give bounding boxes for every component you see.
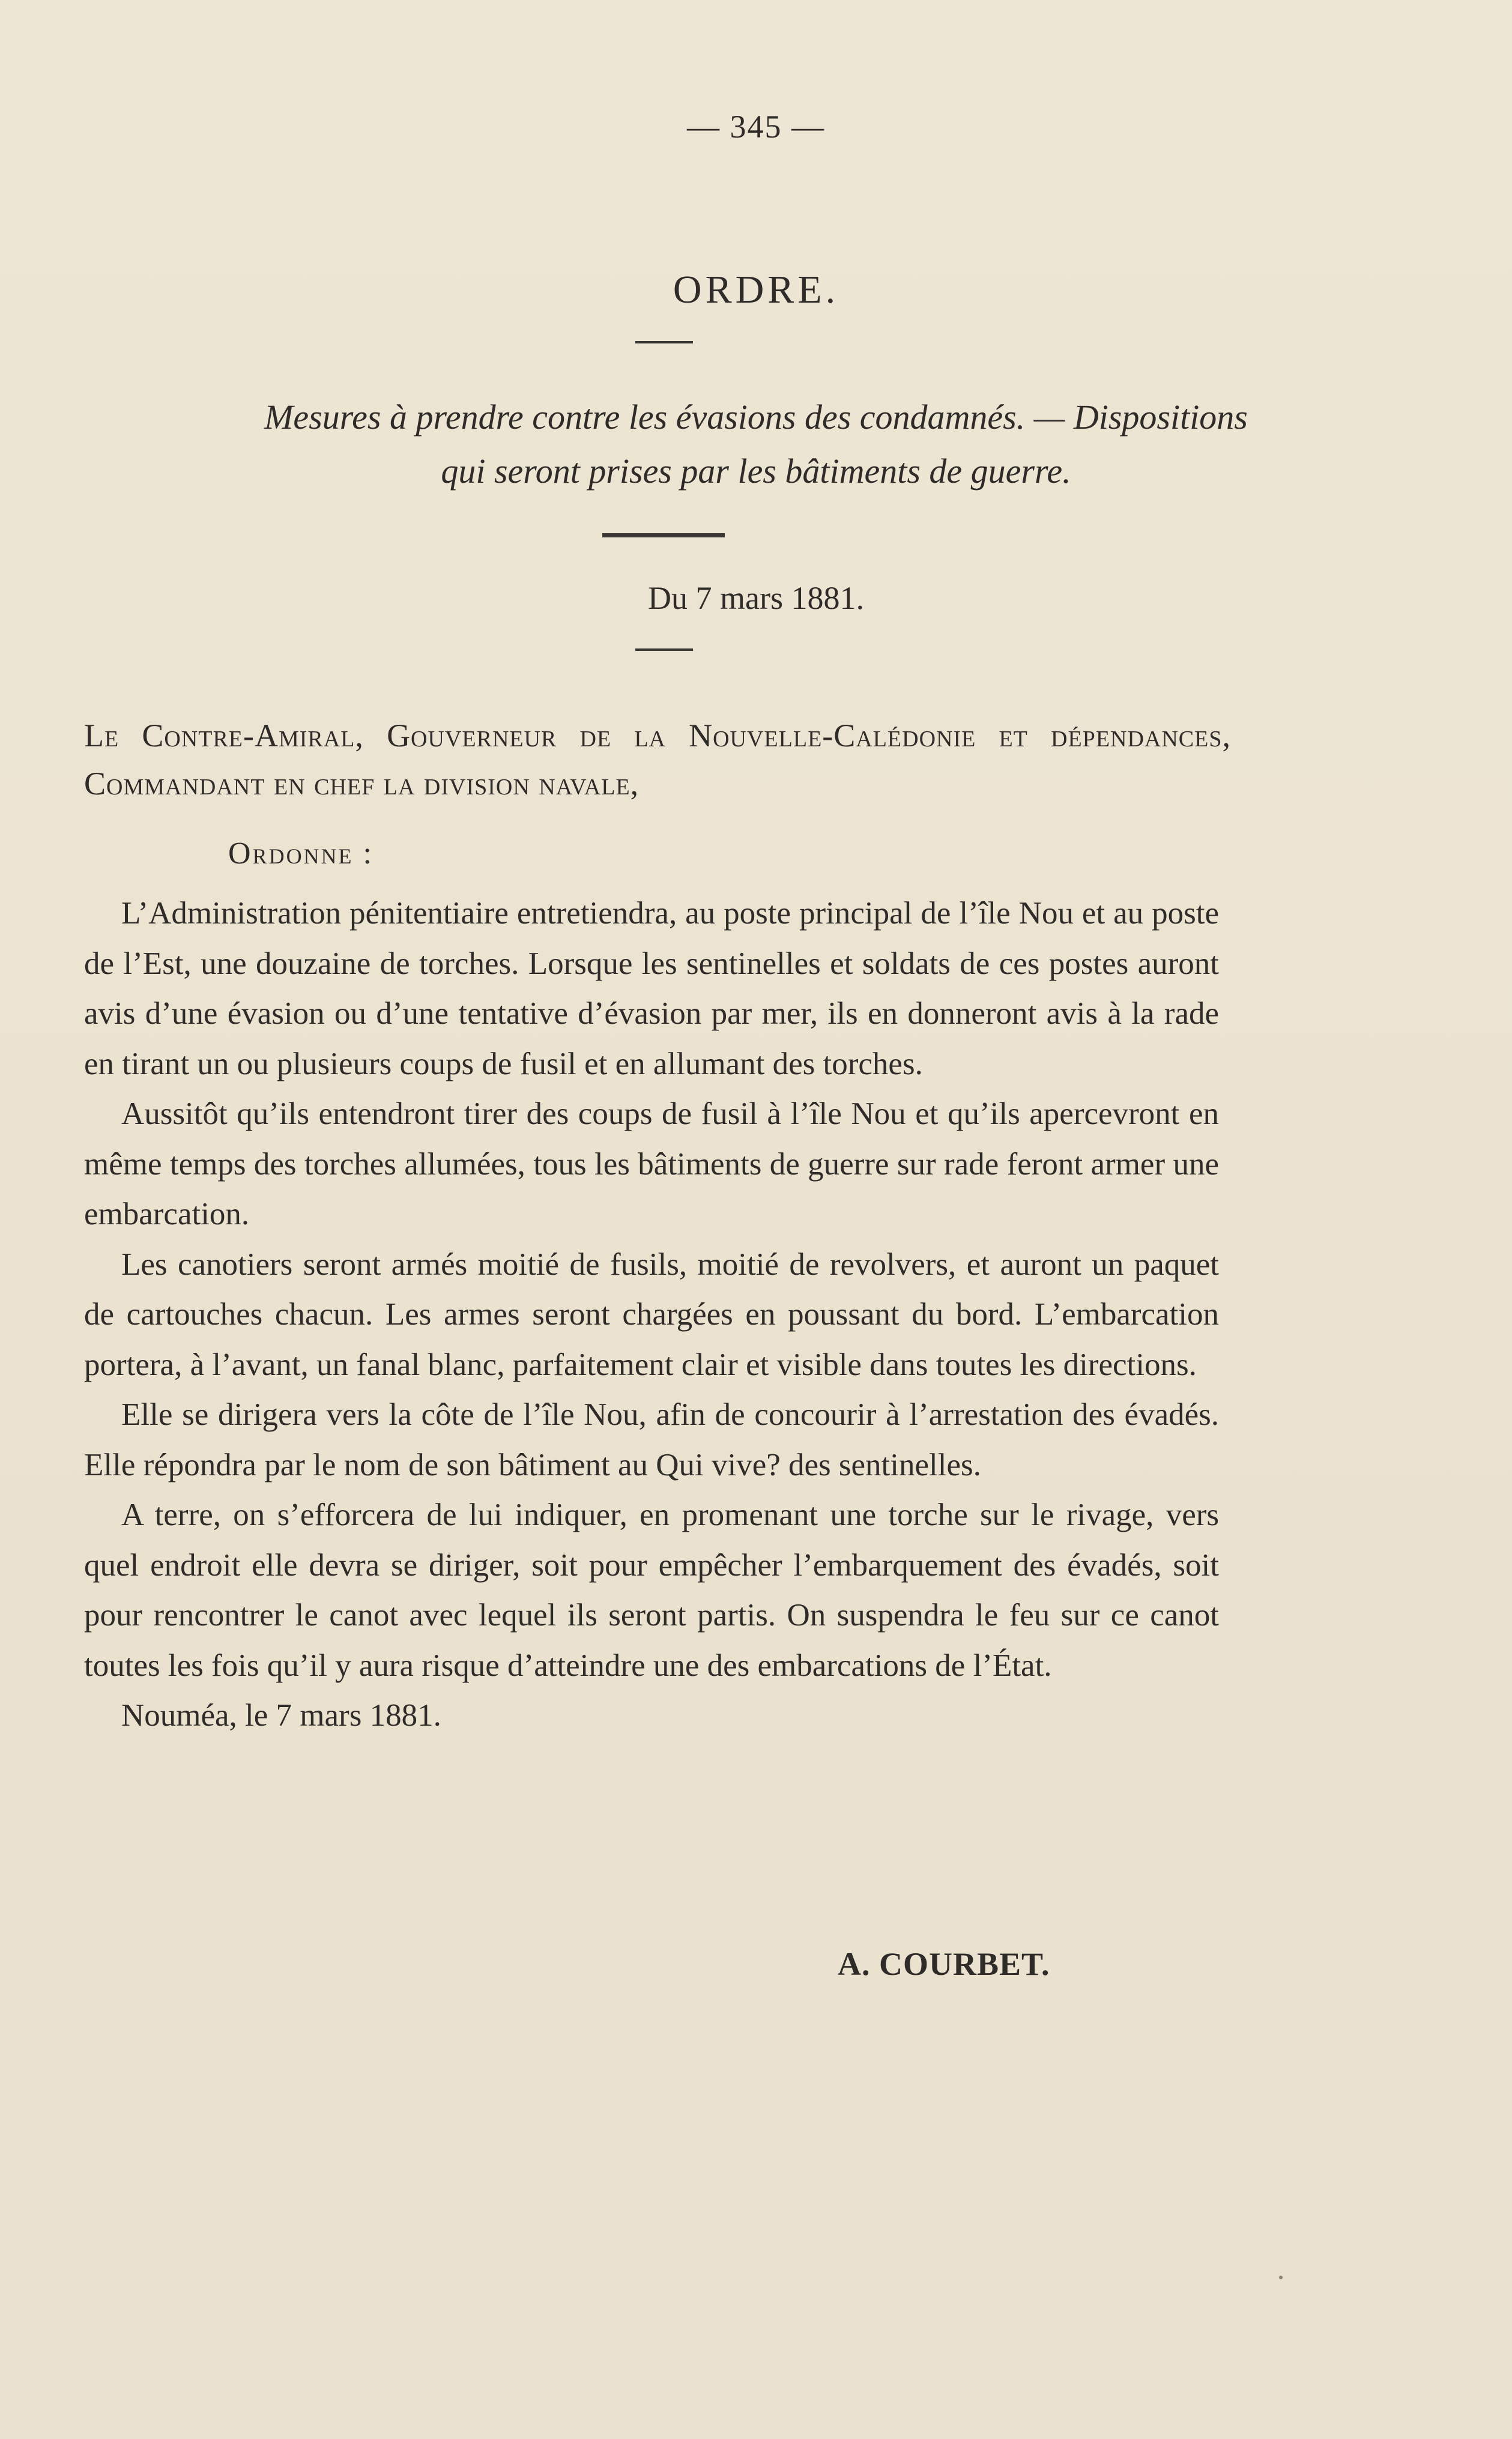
document-date: Du 7 mars 1881. [648,580,864,616]
subtitle-line-2: qui seront prises par les bâtiments de guerre. [441,452,1071,491]
place-date-line: Nouméa, le 7 mars 1881. [121,1698,441,1733]
paragraph: Les canotiers seront armés moitié de fusils, moitié de revolvers, et auront un paquet de cartouches chacun. Les armes seront chargées en poussant du bord. L’embarcation portera, à l’avant, un fanal blanc, parfaitement clair et visible dans toutes les directions. [84,1247,1219,1382]
paper-speck [1279,2276,1283,2279]
subtitle-divider [602,533,725,537]
page-number: — 345 — [687,109,825,145]
paragraph: A terre, on s’efforcera de lui indiquer, en promenant une torche sur le rivage, vers quel endroit elle devra se diriger, soit pour empêcher l’embarquement des évadés, soit pour rencontrer le canot avec lequel ils seront partis. On suspendra le feu sur ce canot toutes les fois qu’il y aura risque d’atteindre une des embarcations de l’État. [84,1498,1219,1683]
paragraph: Elle se dirigera vers la côte de l’île Nou, afin de concourir à l’arrestation des évadés. Elle répondra par le nom de son bâtiment au Qui vive? des sentinelles. [84,1397,1219,1482]
title-divider [635,341,693,343]
ordonne-heading: Ordonne : [228,836,373,871]
page-title: ORDRE. [673,268,839,312]
date-divider [635,648,693,651]
subtitle-line-1: Mesures à prendre contre les évasions des condamnés. — Dispositions [264,397,1248,437]
document-subtitle [108,390,1404,498]
signature: A. COURBET. [838,1946,1050,1982]
issuing-authority: Le Contre-Amiral, Gouverneur de la Nouvelle-Calédonie et dépendances, Commandant en chef la division navale, [84,718,1231,802]
paragraph: Aussitôt qu’ils entendront tirer des coups de fusil à l’île Nou et qu’ils apercevront en même temps des torches allumées, tous les bâtiments de guerre sur rade feront armer une embarcation. [84,1096,1219,1232]
paragraph: L’Administration pénitentiaire entretiendra, au poste principal de l’île Nou et au poste de l’Est, une douzaine de torches. Lorsque les sentinelles et soldats de ces postes auront avis d’une évasion ou d’une tentative d’évasion par mer, ils en donneront avis à la rade en tirant un ou plusieurs coups de fusil et en allumant des torches. [84,896,1219,1081]
document-body [84,889,1219,1741]
